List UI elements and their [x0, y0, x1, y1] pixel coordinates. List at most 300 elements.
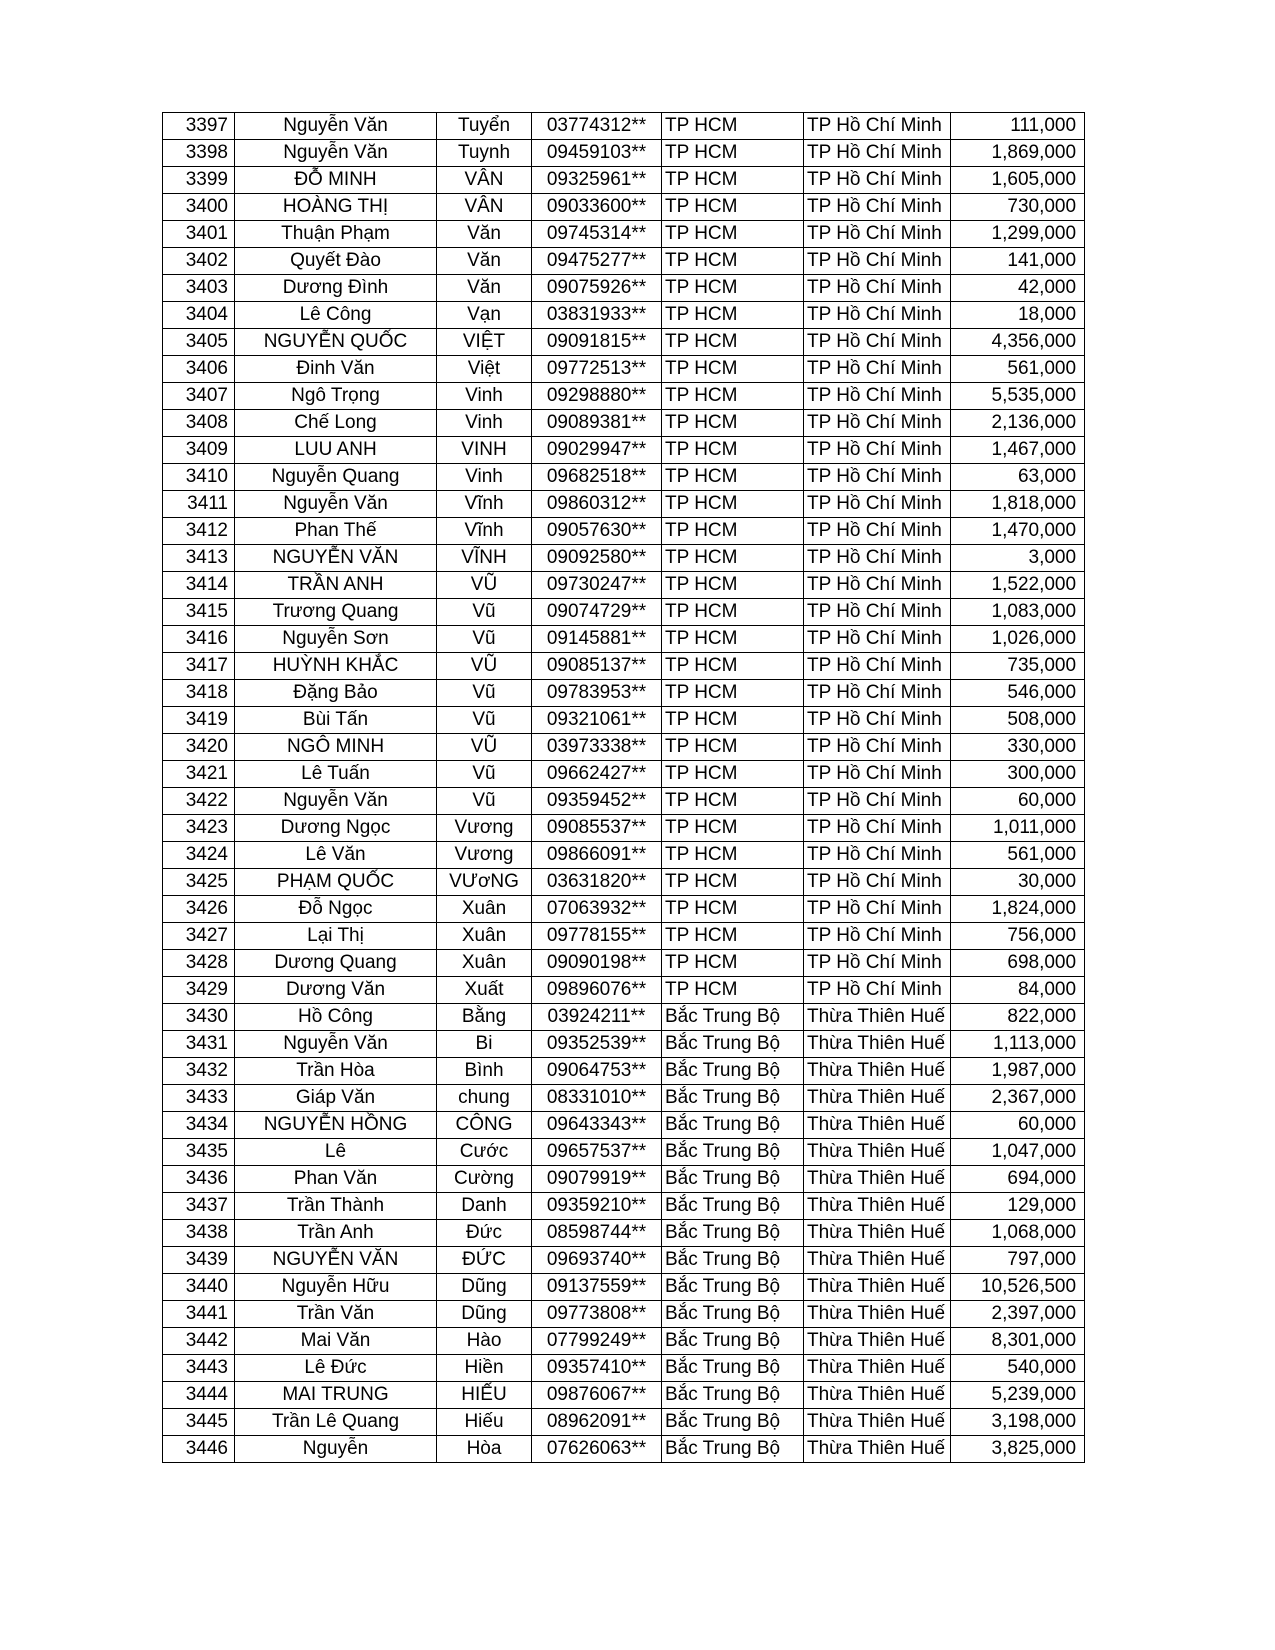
- row-number-cell: 3435: [163, 1139, 235, 1166]
- region-cell: Bắc Trung Bộ: [662, 1193, 804, 1220]
- table-row: [163, 275, 1085, 302]
- surname-cell: Phan Thế: [235, 518, 437, 545]
- phone-cell: 09325961**: [532, 167, 662, 194]
- phone-cell: 07799249**: [532, 1328, 662, 1355]
- amount-cell: 735,000: [951, 653, 1085, 680]
- given-name-cell: VINH: [437, 437, 532, 464]
- province-cell: Thừa Thiên Huế: [804, 1139, 951, 1166]
- region-cell: TP HCM: [662, 410, 804, 437]
- given-name-cell: Dũng: [437, 1274, 532, 1301]
- surname-cell: Nguyễn Hữu: [235, 1274, 437, 1301]
- table-row: [163, 248, 1085, 275]
- given-name-cell: Vũ: [437, 680, 532, 707]
- phone-cell: 09075926**: [532, 275, 662, 302]
- amount-cell: 1,299,000: [951, 221, 1085, 248]
- table-row: [163, 734, 1085, 761]
- phone-cell: 09092580**: [532, 545, 662, 572]
- phone-cell: 09730247**: [532, 572, 662, 599]
- row-number-cell: 3417: [163, 653, 235, 680]
- surname-cell: ĐỖ MINH: [235, 167, 437, 194]
- amount-cell: 4,356,000: [951, 329, 1085, 356]
- given-name-cell: Đức: [437, 1220, 532, 1247]
- province-cell: TP Hồ Chí Minh: [804, 869, 951, 896]
- province-cell: TP Hồ Chí Minh: [804, 167, 951, 194]
- row-number-cell: 3398: [163, 140, 235, 167]
- given-name-cell: CÔNG: [437, 1112, 532, 1139]
- given-name-cell: Vũ: [437, 599, 532, 626]
- region-cell: TP HCM: [662, 194, 804, 221]
- province-cell: Thừa Thiên Huế: [804, 1301, 951, 1328]
- row-number-cell: 3411: [163, 491, 235, 518]
- amount-cell: 10,526,500: [951, 1274, 1085, 1301]
- surname-cell: MAI TRUNG: [235, 1382, 437, 1409]
- amount-cell: 2,367,000: [951, 1085, 1085, 1112]
- amount-cell: 1,113,000: [951, 1031, 1085, 1058]
- region-cell: Bắc Trung Bộ: [662, 1301, 804, 1328]
- phone-cell: 09778155**: [532, 923, 662, 950]
- table-row: [163, 464, 1085, 491]
- phone-cell: 09643343**: [532, 1112, 662, 1139]
- region-cell: TP HCM: [662, 761, 804, 788]
- given-name-cell: VƯơNG: [437, 869, 532, 896]
- surname-cell: NGÔ MINH: [235, 734, 437, 761]
- row-number-cell: 3445: [163, 1409, 235, 1436]
- amount-cell: 84,000: [951, 977, 1085, 1004]
- phone-cell: 09682518**: [532, 464, 662, 491]
- amount-cell: 1,068,000: [951, 1220, 1085, 1247]
- row-number-cell: 3430: [163, 1004, 235, 1031]
- region-cell: TP HCM: [662, 437, 804, 464]
- province-cell: TP Hồ Chí Minh: [804, 113, 951, 140]
- row-number-cell: 3406: [163, 356, 235, 383]
- given-name-cell: VIỆT: [437, 329, 532, 356]
- region-cell: TP HCM: [662, 815, 804, 842]
- phone-cell: 09876067**: [532, 1382, 662, 1409]
- province-cell: TP Hồ Chí Minh: [804, 140, 951, 167]
- row-number-cell: 3432: [163, 1058, 235, 1085]
- region-cell: Bắc Trung Bộ: [662, 1409, 804, 1436]
- region-cell: TP HCM: [662, 869, 804, 896]
- given-name-cell: chung: [437, 1085, 532, 1112]
- given-name-cell: Vũ: [437, 788, 532, 815]
- province-cell: Thừa Thiên Huế: [804, 1166, 951, 1193]
- region-cell: TP HCM: [662, 275, 804, 302]
- surname-cell: Lê Văn: [235, 842, 437, 869]
- region-cell: TP HCM: [662, 545, 804, 572]
- province-cell: TP Hồ Chí Minh: [804, 896, 951, 923]
- surname-cell: Bùi Tấn: [235, 707, 437, 734]
- surname-cell: Nguyễn Sơn: [235, 626, 437, 653]
- table-row: [163, 707, 1085, 734]
- table-row: [163, 1112, 1085, 1139]
- province-cell: TP Hồ Chí Minh: [804, 383, 951, 410]
- province-cell: TP Hồ Chí Minh: [804, 464, 951, 491]
- surname-cell: Lê Công: [235, 302, 437, 329]
- row-number-cell: 3399: [163, 167, 235, 194]
- region-cell: Bắc Trung Bộ: [662, 1058, 804, 1085]
- amount-cell: 300,000: [951, 761, 1085, 788]
- province-cell: TP Hồ Chí Minh: [804, 680, 951, 707]
- given-name-cell: Việt: [437, 356, 532, 383]
- province-cell: TP Hồ Chí Minh: [804, 761, 951, 788]
- row-number-cell: 3408: [163, 410, 235, 437]
- table-row: [163, 1382, 1085, 1409]
- province-cell: TP Hồ Chí Minh: [804, 491, 951, 518]
- phone-cell: 09033600**: [532, 194, 662, 221]
- given-name-cell: Vũ: [437, 761, 532, 788]
- amount-cell: 3,000: [951, 545, 1085, 572]
- region-cell: TP HCM: [662, 788, 804, 815]
- given-name-cell: Xuất: [437, 977, 532, 1004]
- amount-cell: 1,026,000: [951, 626, 1085, 653]
- region-cell: TP HCM: [662, 923, 804, 950]
- table-row: [163, 1301, 1085, 1328]
- surname-cell: TRẦN ANH: [235, 572, 437, 599]
- province-cell: TP Hồ Chí Minh: [804, 788, 951, 815]
- table-row: [163, 653, 1085, 680]
- table-row: [163, 977, 1085, 1004]
- amount-cell: 2,397,000: [951, 1301, 1085, 1328]
- row-number-cell: 3421: [163, 761, 235, 788]
- phone-cell: 09321061**: [532, 707, 662, 734]
- given-name-cell: Dũng: [437, 1301, 532, 1328]
- phone-cell: 09090198**: [532, 950, 662, 977]
- surname-cell: Trương Quang: [235, 599, 437, 626]
- province-cell: Thừa Thiên Huế: [804, 1112, 951, 1139]
- table-row: [163, 1058, 1085, 1085]
- given-name-cell: ĐỨC: [437, 1247, 532, 1274]
- given-name-cell: Vũ: [437, 626, 532, 653]
- surname-cell: LUU ANH: [235, 437, 437, 464]
- province-cell: Thừa Thiên Huế: [804, 1220, 951, 1247]
- table-row: [163, 1139, 1085, 1166]
- row-number-cell: 3439: [163, 1247, 235, 1274]
- surname-cell: Dương Đình: [235, 275, 437, 302]
- region-cell: TP HCM: [662, 599, 804, 626]
- amount-cell: 756,000: [951, 923, 1085, 950]
- row-number-cell: 3440: [163, 1274, 235, 1301]
- province-cell: TP Hồ Chí Minh: [804, 599, 951, 626]
- table-row: [163, 1193, 1085, 1220]
- surname-cell: Lê Tuấn: [235, 761, 437, 788]
- province-cell: TP Hồ Chí Minh: [804, 842, 951, 869]
- phone-cell: 08598744**: [532, 1220, 662, 1247]
- surname-cell: Chế Long: [235, 410, 437, 437]
- phone-cell: 07626063**: [532, 1436, 662, 1463]
- surname-cell: Hồ Công: [235, 1004, 437, 1031]
- province-cell: TP Hồ Chí Minh: [804, 653, 951, 680]
- row-number-cell: 3413: [163, 545, 235, 572]
- province-cell: TP Hồ Chí Minh: [804, 275, 951, 302]
- row-number-cell: 3442: [163, 1328, 235, 1355]
- table-body: [163, 113, 1085, 1463]
- table-row: [163, 1436, 1085, 1463]
- amount-cell: 694,000: [951, 1166, 1085, 1193]
- given-name-cell: Cường: [437, 1166, 532, 1193]
- surname-cell: Thuận Phạm: [235, 221, 437, 248]
- table-row: [163, 383, 1085, 410]
- region-cell: Bắc Trung Bộ: [662, 1004, 804, 1031]
- table-row: [163, 221, 1085, 248]
- given-name-cell: Vinh: [437, 464, 532, 491]
- row-number-cell: 3410: [163, 464, 235, 491]
- amount-cell: 111,000: [951, 113, 1085, 140]
- surname-cell: Trần Lê Quang: [235, 1409, 437, 1436]
- table-row: [163, 491, 1085, 518]
- amount-cell: 1,470,000: [951, 518, 1085, 545]
- province-cell: TP Hồ Chí Minh: [804, 356, 951, 383]
- row-number-cell: 3397: [163, 113, 235, 140]
- given-name-cell: Cước: [437, 1139, 532, 1166]
- province-cell: TP Hồ Chí Minh: [804, 194, 951, 221]
- given-name-cell: Văn: [437, 275, 532, 302]
- table-row: [163, 815, 1085, 842]
- amount-cell: 1,083,000: [951, 599, 1085, 626]
- phone-cell: 09359210**: [532, 1193, 662, 1220]
- surname-cell: Dương Quang: [235, 950, 437, 977]
- surname-cell: Dương Văn: [235, 977, 437, 1004]
- province-cell: Thừa Thiên Huế: [804, 1409, 951, 1436]
- row-number-cell: 3414: [163, 572, 235, 599]
- table-row: [163, 1220, 1085, 1247]
- phone-cell: 09860312**: [532, 491, 662, 518]
- table-row: [163, 680, 1085, 707]
- surname-cell: Đặng Bảo: [235, 680, 437, 707]
- table-row: [163, 302, 1085, 329]
- province-cell: TP Hồ Chí Minh: [804, 329, 951, 356]
- surname-cell: NGUYỄN VĂN: [235, 545, 437, 572]
- surname-cell: Đinh Văn: [235, 356, 437, 383]
- given-name-cell: Tuynh: [437, 140, 532, 167]
- given-name-cell: Bình: [437, 1058, 532, 1085]
- region-cell: TP HCM: [662, 113, 804, 140]
- province-cell: TP Hồ Chí Minh: [804, 248, 951, 275]
- data-table: [162, 112, 1085, 1463]
- phone-cell: 03774312**: [532, 113, 662, 140]
- row-number-cell: 3412: [163, 518, 235, 545]
- row-number-cell: 3405: [163, 329, 235, 356]
- phone-cell: 09074729**: [532, 599, 662, 626]
- province-cell: TP Hồ Chí Minh: [804, 437, 951, 464]
- province-cell: Thừa Thiên Huế: [804, 1085, 951, 1112]
- table-row: [163, 410, 1085, 437]
- phone-cell: 09145881**: [532, 626, 662, 653]
- table-row: [163, 167, 1085, 194]
- table-row: [163, 1004, 1085, 1031]
- phone-cell: 09357410**: [532, 1355, 662, 1382]
- region-cell: Bắc Trung Bộ: [662, 1220, 804, 1247]
- phone-cell: 03924211**: [532, 1004, 662, 1031]
- phone-cell: 09866091**: [532, 842, 662, 869]
- amount-cell: 330,000: [951, 734, 1085, 761]
- phone-cell: 09783953**: [532, 680, 662, 707]
- row-number-cell: 3441: [163, 1301, 235, 1328]
- region-cell: TP HCM: [662, 140, 804, 167]
- region-cell: Bắc Trung Bộ: [662, 1139, 804, 1166]
- row-number-cell: 3429: [163, 977, 235, 1004]
- phone-cell: 09057630**: [532, 518, 662, 545]
- row-number-cell: 3401: [163, 221, 235, 248]
- row-number-cell: 3402: [163, 248, 235, 275]
- province-cell: Thừa Thiên Huế: [804, 1328, 951, 1355]
- region-cell: TP HCM: [662, 221, 804, 248]
- amount-cell: 1,987,000: [951, 1058, 1085, 1085]
- amount-cell: 1,869,000: [951, 140, 1085, 167]
- given-name-cell: Vương: [437, 842, 532, 869]
- phone-cell: 09662427**: [532, 761, 662, 788]
- given-name-cell: VÂN: [437, 194, 532, 221]
- row-number-cell: 3427: [163, 923, 235, 950]
- region-cell: TP HCM: [662, 491, 804, 518]
- table-row: [163, 140, 1085, 167]
- region-cell: Bắc Trung Bộ: [662, 1247, 804, 1274]
- phone-cell: 07063932**: [532, 896, 662, 923]
- province-cell: Thừa Thiên Huế: [804, 1382, 951, 1409]
- region-cell: TP HCM: [662, 626, 804, 653]
- row-number-cell: 3403: [163, 275, 235, 302]
- given-name-cell: Hiền: [437, 1355, 532, 1382]
- phone-cell: 03973338**: [532, 734, 662, 761]
- region-cell: TP HCM: [662, 329, 804, 356]
- surname-cell: HUỲNH KHẮC: [235, 653, 437, 680]
- amount-cell: 60,000: [951, 788, 1085, 815]
- amount-cell: 141,000: [951, 248, 1085, 275]
- region-cell: TP HCM: [662, 572, 804, 599]
- row-number-cell: 3443: [163, 1355, 235, 1382]
- province-cell: TP Hồ Chí Minh: [804, 410, 951, 437]
- surname-cell: Nguyễn Văn: [235, 140, 437, 167]
- surname-cell: Nguyễn Văn: [235, 788, 437, 815]
- province-cell: Thừa Thiên Huế: [804, 1031, 951, 1058]
- amount-cell: 540,000: [951, 1355, 1085, 1382]
- phone-cell: 09773808**: [532, 1301, 662, 1328]
- phone-cell: 03631820**: [532, 869, 662, 896]
- given-name-cell: Hòa: [437, 1436, 532, 1463]
- table-row: [163, 1409, 1085, 1436]
- amount-cell: 30,000: [951, 869, 1085, 896]
- region-cell: TP HCM: [662, 356, 804, 383]
- given-name-cell: VĨNH: [437, 545, 532, 572]
- row-number-cell: 3400: [163, 194, 235, 221]
- amount-cell: 1,818,000: [951, 491, 1085, 518]
- phone-cell: 09459103**: [532, 140, 662, 167]
- phone-cell: 09085137**: [532, 653, 662, 680]
- table-row: [163, 599, 1085, 626]
- phone-cell: 03831933**: [532, 302, 662, 329]
- surname-cell: Nguyễn Văn: [235, 113, 437, 140]
- given-name-cell: Bằng: [437, 1004, 532, 1031]
- surname-cell: NGUYỄN HỒNG: [235, 1112, 437, 1139]
- amount-cell: 730,000: [951, 194, 1085, 221]
- amount-cell: 546,000: [951, 680, 1085, 707]
- row-number-cell: 3437: [163, 1193, 235, 1220]
- phone-cell: 09089381**: [532, 410, 662, 437]
- province-cell: TP Hồ Chí Minh: [804, 545, 951, 572]
- surname-cell: Đỗ Ngọc: [235, 896, 437, 923]
- amount-cell: 63,000: [951, 464, 1085, 491]
- amount-cell: 1,047,000: [951, 1139, 1085, 1166]
- given-name-cell: Vũ: [437, 707, 532, 734]
- table-row: [163, 896, 1085, 923]
- given-name-cell: Văn: [437, 221, 532, 248]
- surname-cell: Trần Thành: [235, 1193, 437, 1220]
- region-cell: Bắc Trung Bộ: [662, 1274, 804, 1301]
- row-number-cell: 3434: [163, 1112, 235, 1139]
- region-cell: Bắc Trung Bộ: [662, 1436, 804, 1463]
- region-cell: Bắc Trung Bộ: [662, 1031, 804, 1058]
- amount-cell: 60,000: [951, 1112, 1085, 1139]
- table-row: [163, 545, 1085, 572]
- province-cell: TP Hồ Chí Minh: [804, 221, 951, 248]
- phone-cell: 09475277**: [532, 248, 662, 275]
- amount-cell: 508,000: [951, 707, 1085, 734]
- surname-cell: Ngô Trọng: [235, 383, 437, 410]
- surname-cell: Quyết Đào: [235, 248, 437, 275]
- region-cell: Bắc Trung Bộ: [662, 1085, 804, 1112]
- phone-cell: 09085537**: [532, 815, 662, 842]
- amount-cell: 698,000: [951, 950, 1085, 977]
- surname-cell: Lê: [235, 1139, 437, 1166]
- province-cell: Thừa Thiên Huế: [804, 1193, 951, 1220]
- row-number-cell: 3424: [163, 842, 235, 869]
- given-name-cell: VŨ: [437, 734, 532, 761]
- amount-cell: 129,000: [951, 1193, 1085, 1220]
- given-name-cell: Vạn: [437, 302, 532, 329]
- row-number-cell: 3423: [163, 815, 235, 842]
- surname-cell: Nguyễn: [235, 1436, 437, 1463]
- phone-cell: 09137559**: [532, 1274, 662, 1301]
- table-row: [163, 950, 1085, 977]
- province-cell: TP Hồ Chí Minh: [804, 626, 951, 653]
- province-cell: TP Hồ Chí Minh: [804, 302, 951, 329]
- row-number-cell: 3404: [163, 302, 235, 329]
- row-number-cell: 3415: [163, 599, 235, 626]
- given-name-cell: VÂN: [437, 167, 532, 194]
- row-number-cell: 3422: [163, 788, 235, 815]
- given-name-cell: Hào: [437, 1328, 532, 1355]
- province-cell: TP Hồ Chí Minh: [804, 923, 951, 950]
- amount-cell: 18,000: [951, 302, 1085, 329]
- surname-cell: Nguyễn Văn: [235, 491, 437, 518]
- amount-cell: 561,000: [951, 356, 1085, 383]
- given-name-cell: Vinh: [437, 383, 532, 410]
- amount-cell: 3,198,000: [951, 1409, 1085, 1436]
- table-row: [163, 329, 1085, 356]
- given-name-cell: Xuân: [437, 950, 532, 977]
- amount-cell: 1,011,000: [951, 815, 1085, 842]
- region-cell: TP HCM: [662, 383, 804, 410]
- given-name-cell: Tuyển: [437, 113, 532, 140]
- table-row: [163, 356, 1085, 383]
- region-cell: TP HCM: [662, 977, 804, 1004]
- phone-cell: 09693740**: [532, 1247, 662, 1274]
- row-number-cell: 3428: [163, 950, 235, 977]
- province-cell: TP Hồ Chí Minh: [804, 734, 951, 761]
- given-name-cell: Danh: [437, 1193, 532, 1220]
- surname-cell: Trần Anh: [235, 1220, 437, 1247]
- table-row: [163, 1085, 1085, 1112]
- phone-cell: 09352539**: [532, 1031, 662, 1058]
- region-cell: Bắc Trung Bộ: [662, 1112, 804, 1139]
- province-cell: Thừa Thiên Huế: [804, 1247, 951, 1274]
- region-cell: Bắc Trung Bộ: [662, 1382, 804, 1409]
- region-cell: TP HCM: [662, 896, 804, 923]
- phone-cell: 09079919**: [532, 1166, 662, 1193]
- surname-cell: Trần Hòa: [235, 1058, 437, 1085]
- region-cell: TP HCM: [662, 653, 804, 680]
- phone-cell: 09657537**: [532, 1139, 662, 1166]
- row-number-cell: 3444: [163, 1382, 235, 1409]
